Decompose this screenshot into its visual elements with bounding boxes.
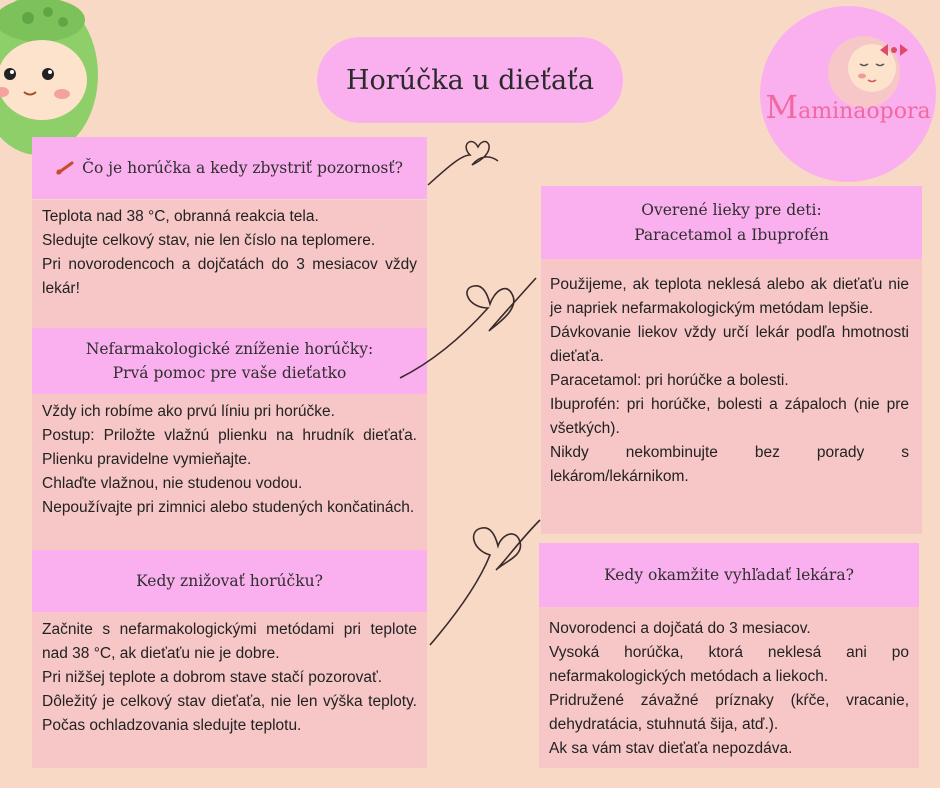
list-item: Dôležitý je celkový stav dieťaťa, nie len výška teploty. Počas ochladzovania sledujte teplotu. — [42, 693, 417, 734]
section-nonpharma-heading-line1: Nefarmakologické zníženie horúčky: — [85, 339, 374, 358]
section-medicines-heading-line1: Overené lieky pre deti: — [641, 201, 822, 220]
heart-doodle-icon — [420, 125, 500, 195]
list-item: Začnite s nefarmakologickými metódami pri teplote nad 38 °C, ak dieťaťu nie je dobre. — [42, 621, 417, 662]
logo-initial: M — [765, 88, 799, 126]
list-item: Sledujte celkový stav, nie len číslo na teplomere. — [42, 232, 376, 249]
list-item: Pridružené závažné príznaky (kŕče, vracanie, dehydratácia, stuhnutá šija, atď.). — [549, 692, 909, 733]
list-item: Vysoká horúčka, ktorá neklesá ani po nefarmakologických metódach a liekoch. — [549, 644, 909, 685]
section-medicines-heading — [541, 186, 922, 259]
heart-doodle-icon — [410, 500, 545, 650]
list-item: Pri nižšej teplote a dobrom stave stačí pozorovať. — [42, 669, 383, 686]
page-title-text: Horúčka u dieťaťa — [345, 64, 595, 96]
section-medicines-body — [541, 259, 922, 534]
list-item: Chlaďte vlažnou, nie studenou vodou. — [42, 475, 303, 492]
section-when-reduce-heading — [32, 550, 427, 612]
section-nonpharma-heading-line2: Prvá pomoc pre vaše dieťatko — [112, 364, 347, 382]
section-doctor-heading-text: Kedy okamžite vyhľadať lekára? — [604, 565, 854, 584]
page-title — [317, 37, 623, 123]
list-item: Postup: Priložte vlažnú plienku na hrudník dieťaťa. Plienku pravidelne vymieňajte. — [42, 427, 417, 468]
section-medicines-heading-line2: Paracetamol a Ibuprofén — [634, 225, 829, 244]
section-doctor-body — [539, 607, 919, 768]
section-fever-heading-text: Čo je horúčka a kedy zbystriť pozornosť? — [82, 158, 403, 177]
list-item: Vždy ich robíme ako prvú líniu pri horúčke. — [42, 403, 335, 420]
list-item: Ak sa vám stav dieťaťa nepozdáva. — [549, 740, 793, 757]
section-fever-heading — [32, 137, 427, 199]
list-item: Novorodenci a dojčatá do 3 mesiacov. — [549, 620, 811, 637]
list-item: Teplota nad 38 °C, obranná reakcia tela. — [42, 208, 319, 225]
list-item: Použijeme, ak teplota neklesá alebo ak dieťaťu nie je napriek nefarmakologickým metódam lepšie. — [550, 276, 909, 317]
green-character-icon — [0, 0, 100, 160]
section-when-reduce-heading-text: Kedy znižovať horúčku? — [136, 571, 323, 590]
list-item: Dávkovanie liekov vždy určí lekár podľa hmotnosti dieťaťa. — [550, 324, 909, 365]
section-doctor-heading — [539, 543, 919, 607]
heart-doodle-icon — [360, 238, 540, 388]
section-nonpharma-body — [32, 394, 427, 550]
logo-text: aminaopora — [798, 99, 931, 124]
list-item: Nepoužívajte pri zimnici alebo studených končatinách. — [42, 499, 415, 516]
section-when-reduce-body — [32, 612, 427, 768]
list-item: Ibuprofén: pri horúčke, bolesti a zápaloch (nie pre všetkých). — [550, 396, 909, 437]
list-item: Pri novorodencoch a dojčatách do 3 mesiacov vždy lekár! — [42, 256, 417, 297]
list-item: Nikdy nekombinujte bez porady s lekárom/lekárnikom. — [550, 444, 909, 485]
thermometer-icon — [56, 161, 74, 175]
brand-logo — [760, 6, 936, 182]
list-item: Paracetamol: pri horúčke a bolesti. — [550, 372, 789, 389]
